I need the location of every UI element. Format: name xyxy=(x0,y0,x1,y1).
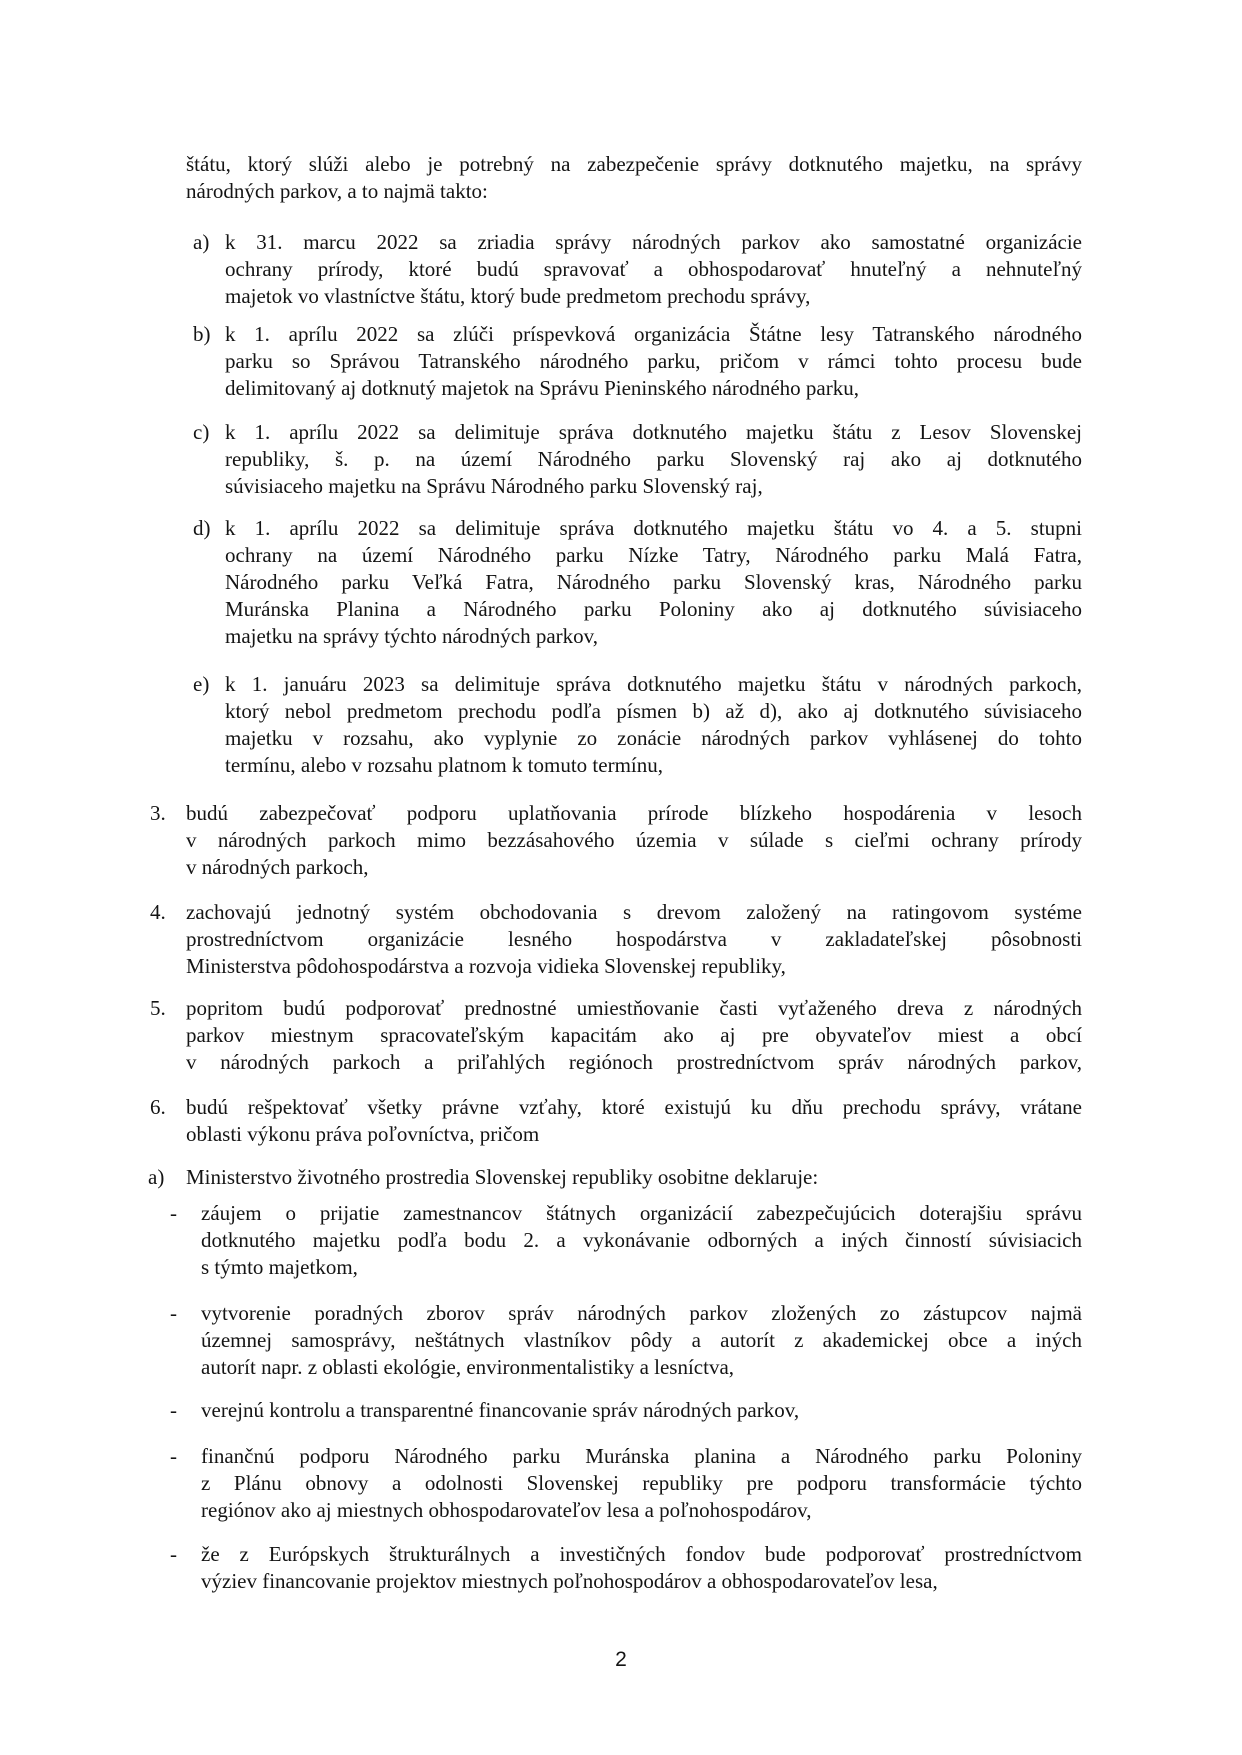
dash-item xyxy=(201,1200,1082,1281)
text-line: k 31. marcu 2022 sa zriadia správy národných parkov ako samostatné organizácie xyxy=(225,230,1082,254)
list-item-e xyxy=(225,671,1082,779)
text-line: budú rešpektovať všetky právne vzťahy, ktoré existujú ku dňu prechodu správy, vrátane xyxy=(186,1095,1082,1119)
text-line: Národného parku Veľká Fatra, Národného parku Slovenský kras, Národného parku xyxy=(225,570,1082,594)
list-item-label: e) xyxy=(193,672,210,696)
text-line: republiky, š. p. na území Národného parku Slovenský raj ako aj dotknutého xyxy=(225,447,1082,471)
text-line: ochrany na území Národného parku Nízke Tatry, Národného parku Malá Fatra, xyxy=(225,543,1082,567)
text-line: územnej samosprávy, neštátnych vlastníkov pôdy a autorít z akademickej obce a iných xyxy=(201,1328,1082,1352)
text-line: majetku na správy týchto národných parkov, xyxy=(225,624,599,648)
bullet-dash: - xyxy=(170,1398,177,1422)
text-line: z Plánu obnovy a odolnosti Slovenskej republiky pre podporu transformácie týchto xyxy=(201,1471,1082,1495)
list-item-5 xyxy=(186,995,1082,1076)
text-line: verejnú kontrolu a transparentné financovanie správ národných parkov, xyxy=(201,1398,800,1422)
text-line: delimitovaný aj dotknutý majetok na Správu Pieninského národného parku, xyxy=(225,376,859,400)
text-line: záujem o prijatie zamestnancov štátnych organizácií zabezpečujúcich doterajšiu správu xyxy=(201,1201,1082,1225)
bullet-dash: - xyxy=(170,1201,177,1225)
text-line: termínu, alebo v rozsahu platnom k tomuto termínu, xyxy=(225,753,663,777)
text-line: v národných parkoch, xyxy=(186,855,369,879)
text-line: Ministerstvo životného prostredia Slovenskej republiky osobitne deklaruje: xyxy=(186,1165,819,1189)
intro-paragraph xyxy=(186,151,1082,205)
list-item-6 xyxy=(186,1094,1082,1148)
bullet-dash: - xyxy=(170,1542,177,1566)
list-item-label: d) xyxy=(193,516,211,540)
text-line: štátu, ktorý slúži alebo je potrebný na zabezpečenie správy dotknutého majetku, na správy xyxy=(186,152,1082,176)
text-line: prostredníctvom organizácie lesného hospodárstva v zakladateľskej pôsobnosti xyxy=(186,927,1082,951)
text-line: vytvorenie poradných zborov správ národných parkov zložených zo zástupcov najmä xyxy=(201,1301,1082,1325)
text-line: zachovajú jednotný systém obchodovania s drevom založený na ratingovom systéme xyxy=(186,900,1082,924)
text-line: národných parkov, a to najmä takto: xyxy=(186,179,488,203)
list-item-c xyxy=(225,419,1082,500)
text-line: k 1. aprílu 2022 sa zlúči príspevková organizácia Štátne lesy Tatranského národného xyxy=(225,322,1082,346)
text-line: súvisiaceho majetku na Správu Národného parku Slovenský raj, xyxy=(225,474,763,498)
dash-item xyxy=(201,1300,1082,1381)
text-line: výziev financovanie projektov miestnych poľnohospodárov a obhospodarovateľov lesa, xyxy=(201,1569,938,1593)
list-item-d xyxy=(225,515,1082,650)
text-line: v národných parkoch a priľahlých regiónoch prostredníctvom správ národných parkov, xyxy=(186,1050,1082,1074)
text-line: ochrany prírody, ktoré budú spravovať a obhospodarovať hnuteľný a nehnuteľný xyxy=(225,257,1082,281)
list-item-b xyxy=(225,321,1082,402)
text-line: v národných parkoch mimo bezzásahového územia v súlade s cieľmi ochrany prírody xyxy=(186,828,1082,852)
bullet-dash: - xyxy=(170,1444,177,1468)
text-line: dotknutého majetku podľa bodu 2. a vykonávanie odborných a iných činností súvisiacich xyxy=(201,1228,1082,1252)
text-line: majetku v rozsahu, ako vyplynie zo zonácie národných parkov vyhlásenej do tohto xyxy=(225,726,1082,750)
text-line: Ministerstva pôdohospodárstva a rozvoja vidieka Slovenskej republiky, xyxy=(186,954,786,978)
text-line: že z Európskych štrukturálnych a investičných fondov bude podporovať prostredníctvom xyxy=(201,1542,1082,1566)
list-item-label: b) xyxy=(193,322,211,346)
list-item-label: a) xyxy=(193,230,210,254)
text-line: majetok vo vlastníctve štátu, ktorý bude predmetom prechodu správy, xyxy=(225,284,811,308)
dash-item xyxy=(201,1443,1082,1524)
list-item-label: a) xyxy=(148,1165,165,1189)
text-line: ktorý nebol predmetom prechodu podľa písmen b) až d), ako aj dotknutého súvisiaceho xyxy=(225,699,1082,723)
list-item-3 xyxy=(186,800,1082,881)
text-line: finančnú podporu Národného parku Muránska planina a Národného parku Poloniny xyxy=(201,1444,1082,1468)
text-line: k 1. januáru 2023 sa delimituje správa dotknutého majetku štátu v národných parkoch, xyxy=(225,672,1082,696)
text-line: k 1. aprílu 2022 sa delimituje správa dotknutého majetku štátu vo 4. a 5. stupni xyxy=(225,516,1082,540)
dash-item xyxy=(201,1541,1082,1595)
text-line: oblasti výkonu práva poľovníctva, pričom xyxy=(186,1122,540,1146)
bullet-dash: - xyxy=(170,1301,177,1325)
list-item-label: 4. xyxy=(150,900,166,924)
text-line: s týmto majetkom, xyxy=(201,1255,358,1279)
dash-item xyxy=(201,1397,1082,1424)
text-line: parku so Správou Tatranského národného parku, pričom v rámci tohto procesu bude xyxy=(225,349,1082,373)
page-number: 2 xyxy=(615,1648,627,1671)
text-line: Muránska Planina a Národného parku Poloniny ako aj dotknutého súvisiaceho xyxy=(225,597,1082,621)
list-item-4 xyxy=(186,899,1082,980)
list-item-a xyxy=(225,229,1082,310)
text-line: regiónov ako aj miestnych obhospodarovateľov lesa a poľnohospodárov, xyxy=(201,1498,812,1522)
list-item-label: c) xyxy=(193,420,210,444)
text-line: parkov miestnym spracovateľským kapacitám ako aj pre obyvateľov miest a obcí xyxy=(186,1023,1082,1047)
list-item-label: 3. xyxy=(150,801,166,825)
text-line: k 1. aprílu 2022 sa delimituje správa dotknutého majetku štátu z Lesov Slovenskej xyxy=(225,420,1082,444)
ministry-declaration xyxy=(186,1164,1082,1191)
text-line: popritom budú podporovať prednostné umiestňovanie časti vyťaženého dreva z národných xyxy=(186,996,1082,1020)
list-item-label: 6. xyxy=(150,1095,166,1119)
text-line: budú zabezpečovať podporu uplatňovania prírode blízkeho hospodárenia v lesoch xyxy=(186,801,1082,825)
list-item-label: 5. xyxy=(150,996,166,1020)
text-line: autorít napr. z oblasti ekológie, environmentalistiky a lesníctva, xyxy=(201,1355,735,1379)
